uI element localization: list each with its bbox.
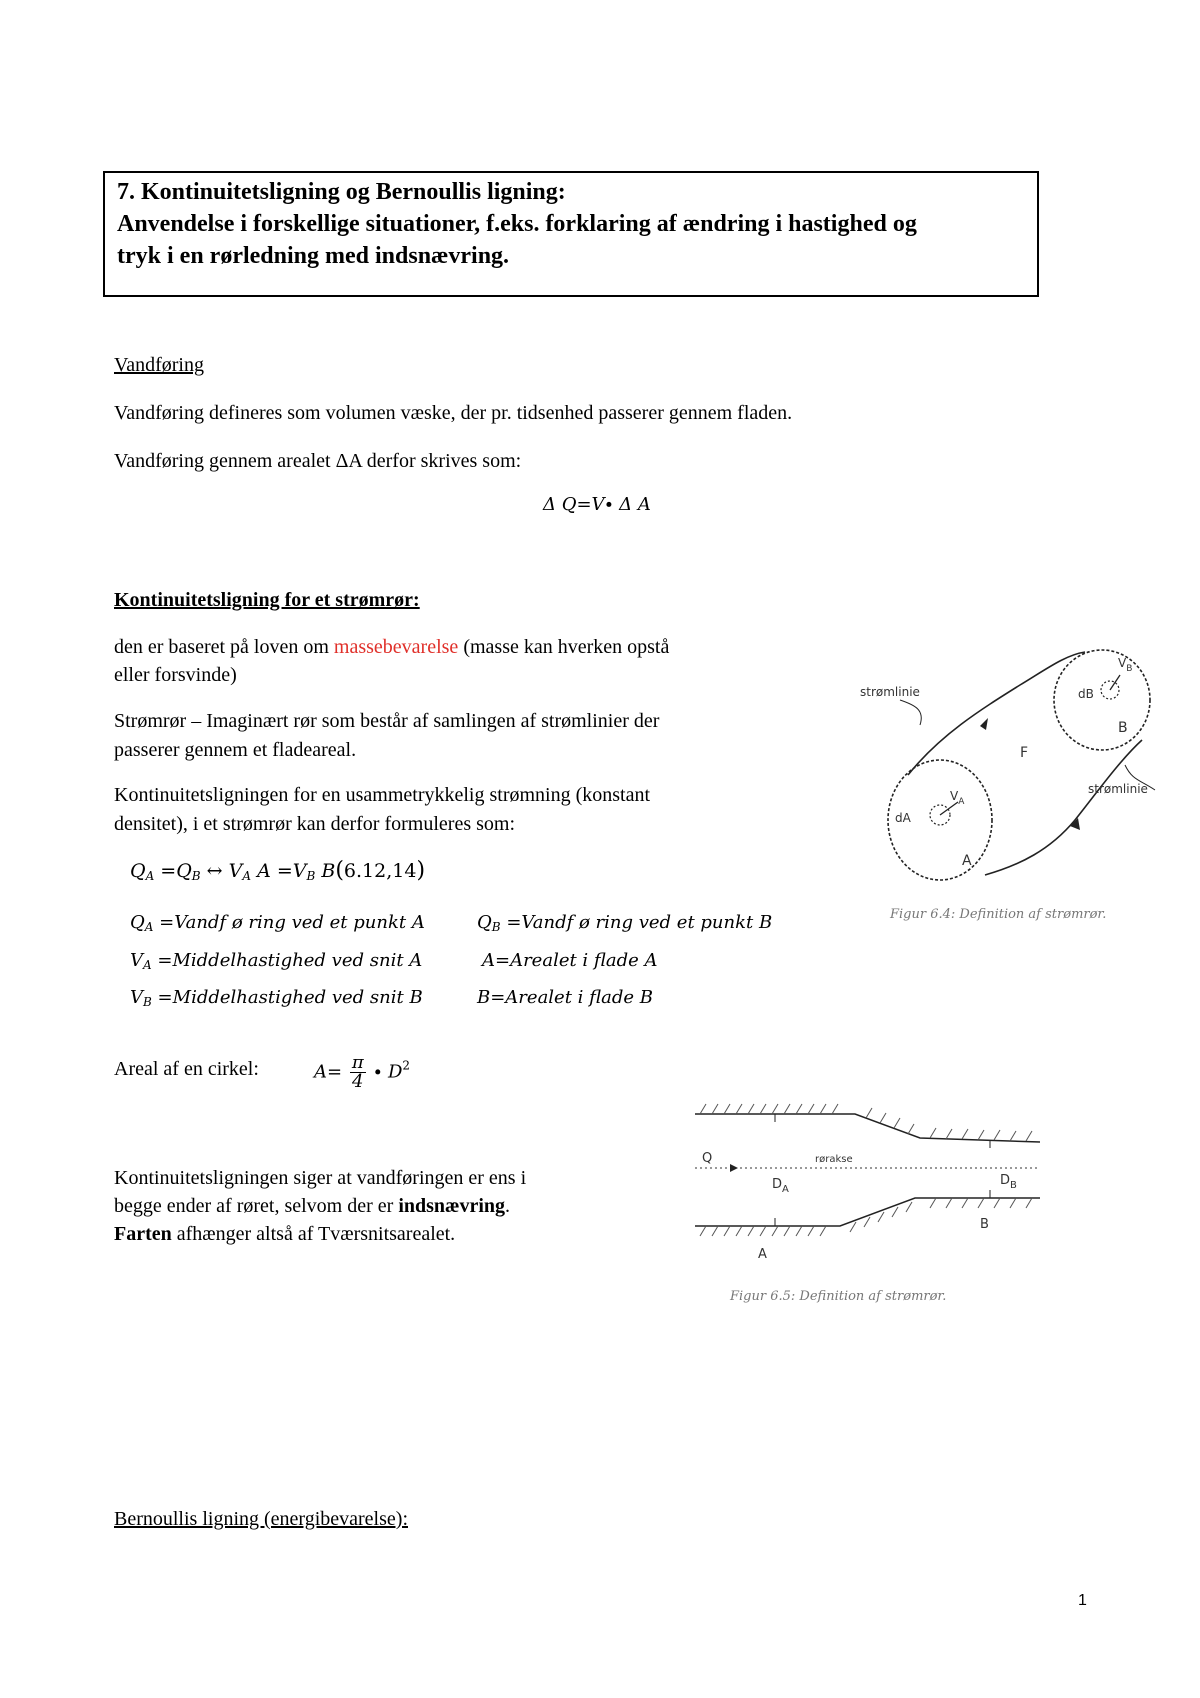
- vandforing-formula: Δ Q=V∙ Δ A: [543, 494, 651, 515]
- circle-area-formula: [314, 1054, 410, 1091]
- stream-tube-diagram: [860, 640, 1170, 930]
- circle-eq-exponent: 2: [402, 1058, 411, 1073]
- label-vb-main: V: [1118, 656, 1127, 670]
- circle-eq-denominator: 4: [352, 1071, 364, 1092]
- label-da: [772, 1177, 789, 1195]
- section-title-text: Kontinuitetsligning og Bernoullis ligning:: [141, 179, 566, 205]
- section-title: [117, 176, 566, 208]
- kontinuitet-heading: Kontinuitetsligning for et strømrør:: [114, 589, 420, 611]
- kontinuitet-p3-line1: Kontinuitetsligningen for en usammetrykkelig strømning (konstant: [114, 784, 651, 806]
- label-stromlinie-right: strømlinie: [1088, 782, 1148, 796]
- va-vector: [940, 802, 958, 815]
- def-qb: $Q_B$ =Vandf ø ring ved et punkt B: [477, 912, 773, 934]
- label-pipe-axis: rørakse: [815, 1154, 853, 1165]
- label-stromlinie-top: strømlinie: [860, 685, 920, 699]
- vandforing-paragraph-2: Vandføring gennem arealet ΔA derfor skrives som:: [114, 450, 522, 472]
- p1-text-before: den er baseret på loven om: [114, 636, 334, 658]
- label-va-main: V: [950, 789, 959, 803]
- cross-section-b: [1054, 650, 1150, 750]
- flow-arrow: [730, 1164, 738, 1172]
- arrow-upper: [980, 718, 988, 730]
- p4-line3-text: afhænger altså af Tværsnitsarealet.: [171, 1223, 456, 1245]
- kontinuitet-p2-line2: passerer gennem et fladeareal.: [114, 739, 357, 761]
- p4-text-after: .: [505, 1195, 511, 1217]
- label-va: [950, 789, 965, 807]
- vandforing-paragraph-1: Vandføring defineres som volumen væske, der pr. tidsenhed passerer gennem fladen.: [114, 402, 793, 424]
- section-subtitle-line2: tryk i en rørledning med indsnævring.: [117, 243, 510, 269]
- pipe-constriction-diagram: [690, 1100, 1060, 1304]
- label-vb-sub: B: [1126, 664, 1133, 674]
- circle-eq-lhs: A=: [314, 1061, 343, 1083]
- label-db: [1000, 1173, 1017, 1191]
- label-da-main: D: [772, 1177, 783, 1192]
- label-da: dA: [895, 811, 911, 825]
- def-qa: $Q_A$ =Vandf ø ring ved et punkt A: [130, 912, 425, 934]
- label-b: B: [1118, 720, 1128, 736]
- header-box: [103, 171, 1039, 297]
- figure-pipe-constriction: [690, 1100, 1060, 1304]
- kontinuitet-p3-line2: densitet), i et strømrør kan derfor formuleres som:: [114, 813, 515, 835]
- label-db-sub: B: [1010, 1180, 1017, 1191]
- kontinuitet-p1-line2: eller forsvinde): [114, 664, 237, 686]
- figure1-caption: Figur 6.4: Definition af strømrør.: [890, 907, 1107, 922]
- kontinuitet-p1-line1: [114, 632, 669, 662]
- p4-text-before: begge ender af røret, selvom der er: [114, 1195, 399, 1217]
- section-subtitle-line1: Anvendelse i forskellige situationer, f.eks. forklaring af ændring i hastighed og: [117, 211, 917, 237]
- label-a: A: [758, 1247, 767, 1262]
- def-a: A=Arealet i flade A: [482, 950, 658, 971]
- farten-bold: Farten: [114, 1223, 172, 1245]
- label-da-sub: A: [782, 1184, 789, 1195]
- massebevarelse-highlight: massebevarelse: [333, 636, 459, 658]
- pipe-top-wall: [695, 1114, 1040, 1142]
- label-q: Q: [702, 1151, 713, 1166]
- circle-eq-numerator: π: [351, 1052, 364, 1073]
- kontinuitet-p2-line1: Strømrør – Imaginært rør som består af samlingen af strømlinier der: [114, 710, 660, 732]
- indsnaevring-bold: indsnævring: [398, 1195, 506, 1217]
- kontinuitet-p4-line1: Kontinuitetsligningen siger at vandføringen er ens i: [114, 1167, 527, 1189]
- leader-stromlinie-top: [900, 700, 921, 725]
- kontinuitet-p4-line3: [114, 1219, 455, 1249]
- kontinuitet-p4-line2: [114, 1191, 510, 1221]
- def-vb: $V_B$ =Middelhastighed ved snit B: [130, 987, 423, 1009]
- continuity-equation: $Q_A =Q_B$ ↔ $V_A$ $A =V_B$ B(6.12,14): [130, 858, 426, 883]
- label-a: A: [962, 853, 972, 869]
- streamline-lower: [985, 740, 1142, 875]
- figure-stream-tube: [860, 640, 1170, 930]
- circle-area-label: Areal af en cirkel:: [114, 1058, 259, 1080]
- pipe-top-hatching: [700, 1104, 1032, 1141]
- label-b: B: [980, 1217, 989, 1232]
- label-f: F: [1020, 745, 1029, 761]
- streamline-upper: [908, 652, 1085, 775]
- p1-text-after: (masse kan hverken opstå: [458, 636, 670, 658]
- circle-eq-rhs: ∙ D: [373, 1061, 403, 1083]
- figure2-caption: Figur 6.5: Definition af strømrør.: [730, 1289, 947, 1304]
- bernoulli-heading: Bernoullis ligning (energibevarelse):: [114, 1508, 408, 1530]
- section-number: 7.: [117, 179, 141, 205]
- page-number: 1: [1078, 1592, 1087, 1609]
- label-db-main: D: [1000, 1173, 1011, 1188]
- circle-eq-fraction: [350, 1054, 366, 1091]
- label-va-sub: A: [958, 797, 965, 807]
- vandforing-heading: Vandføring: [114, 354, 204, 376]
- label-db: dB: [1078, 687, 1094, 701]
- def-va: $V_A$ =Middelhastighed ved snit A: [130, 950, 423, 972]
- def-b: B=Arealet i flade B: [477, 987, 654, 1008]
